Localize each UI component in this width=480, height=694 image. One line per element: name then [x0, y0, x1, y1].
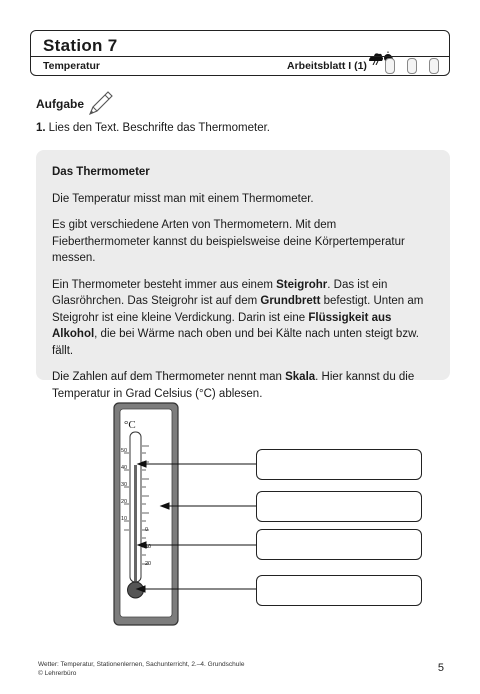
scale-label: 10 [145, 544, 152, 550]
text-run: . Hier kannst du die Temperatur in Grad Celsius (°C) ablesen. [52, 371, 415, 400]
thermometer-diagram [0, 390, 480, 640]
scale-label: 50 [121, 448, 128, 454]
info-paragraph-1: Die Temperatur misst man mit einem Thermometer. [52, 192, 314, 205]
scale-label: 30 [121, 482, 128, 488]
term-fluessigkeit: Flüssigkeit aus Alkohol [52, 311, 392, 340]
info-box [36, 150, 450, 400]
worksheet-label: Arbeitsblatt I (1) [287, 60, 367, 72]
task-instruction [36, 122, 270, 134]
page-number: 5 [437, 662, 444, 674]
scale-label: 40 [121, 465, 128, 471]
topic-label: Temperatur [43, 60, 100, 72]
answer-box-3[interactable] [256, 529, 422, 560]
term-grundbrett: Grundbrett [260, 295, 321, 307]
pencil-icon [86, 88, 116, 118]
header-box [30, 30, 450, 76]
footer-copyright: © Lehrerbüro [38, 670, 77, 677]
header-divider [31, 56, 449, 57]
answer-box-4[interactable] [256, 575, 422, 606]
thermometer-liquid [134, 465, 137, 585]
task-number: 1. [36, 122, 46, 134]
text-run: , die bei Wärme nach oben und bei Kälte nach unten steigt bzw. fällt. [52, 328, 419, 357]
text-run: . Das ist ein Glasröhrchen. Das Steigrohr ist auf dem [52, 278, 388, 307]
scale-label: 0 [145, 527, 149, 533]
unit-label: °C [124, 419, 136, 431]
text-run: Die Zahlen auf dem Thermometer nennt man [52, 371, 286, 383]
binder-clips [385, 58, 439, 74]
text-run: Ein Thermometer besteht immer aus einem [52, 278, 277, 291]
scale-label: 10 [121, 516, 128, 522]
clip-icon [385, 58, 395, 74]
task-text: Lies den Text. Beschrifte das Thermometer. [48, 122, 270, 134]
scale-label: 20 [145, 561, 152, 567]
footer-source: Wetter: Temperatur, Stationenlernen, Sachunterricht, 2.–4. Grundschule [38, 661, 245, 668]
answer-box-2[interactable] [256, 491, 422, 522]
clip-icon [407, 58, 417, 74]
station-title: Station 7 [43, 36, 118, 55]
term-steigrohr: Steigrohr [276, 278, 328, 291]
task-heading: Aufgabe [36, 97, 84, 111]
info-paragraph-3 [52, 277, 434, 360]
answer-box-1[interactable] [256, 449, 422, 480]
scale-label: 20 [121, 499, 128, 505]
term-skala: Skala [285, 371, 316, 383]
info-title: Das Thermometer [52, 166, 150, 178]
info-paragraph-2: Es gibt verschiedene Arten von Thermometern. Mit dem Fieberthermometer kannst du beispielsweise deine Körpertemperatur messen. [52, 219, 405, 264]
text-run: befestigt. Unten am Steigrohr ist eine kleine Verdickung. Darin ist eine [52, 295, 424, 324]
clip-icon [429, 58, 439, 74]
